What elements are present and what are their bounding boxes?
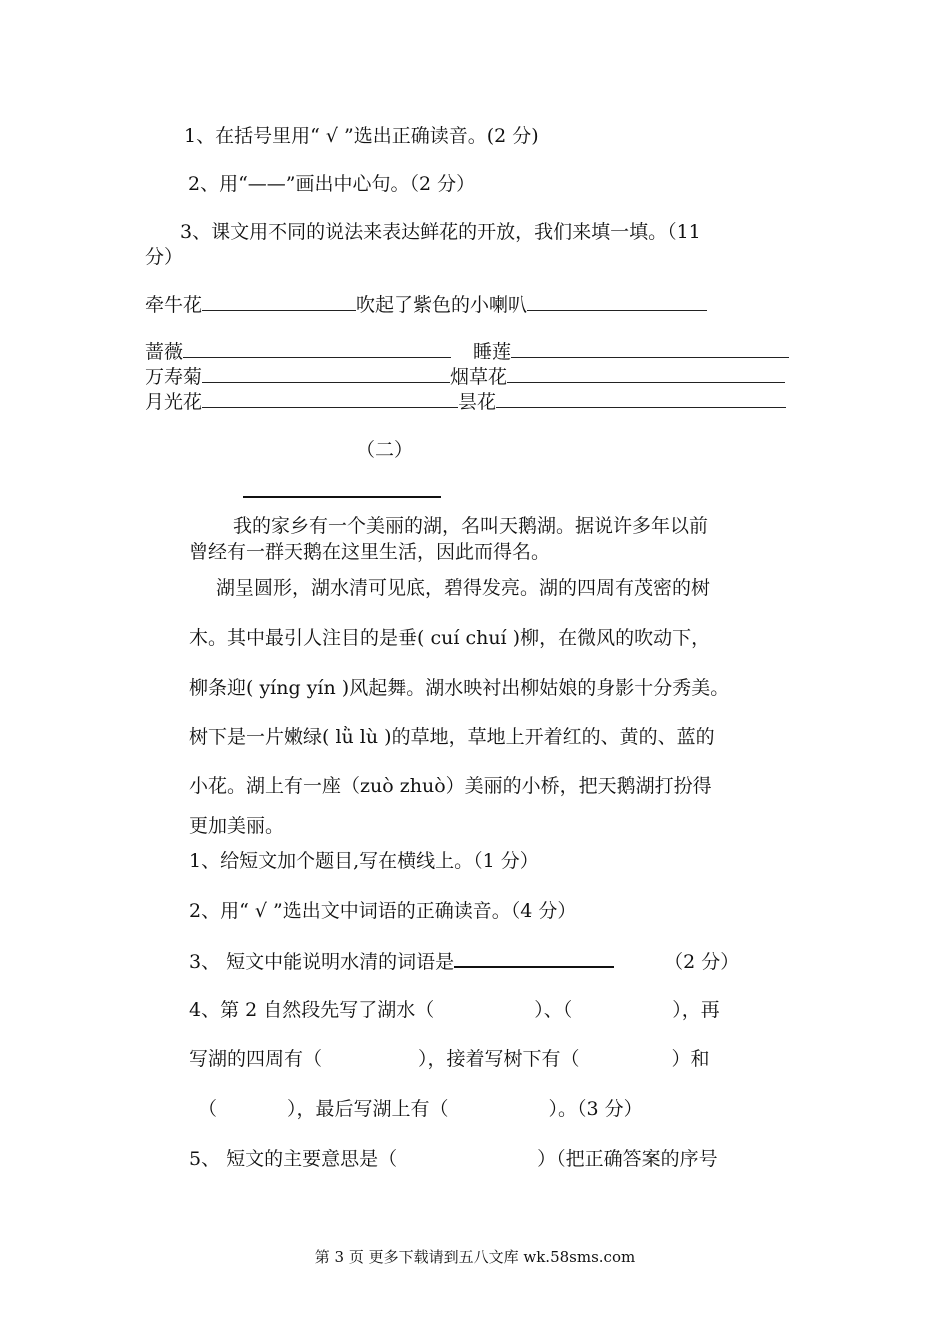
- flower-label: 蔷薇: [145, 341, 184, 363]
- passage-question-3: 3、 短文中能说明水清的词语是 （2 分）: [189, 948, 739, 974]
- flower-row-2: [145, 339, 789, 364]
- page-footer: 第 3 页 更多下载请到五八文库 wk.58sms.com: [314, 1248, 636, 1266]
- passage-line: 曾经有一群天鹅在这里生活，因此而得名。: [189, 541, 551, 563]
- title-blank-line[interactable]: [243, 496, 441, 498]
- answer-blank[interactable]: [527, 292, 707, 311]
- section-label: （二）: [356, 439, 414, 461]
- passage-line: 木。其中最引人注目的是垂( cuí chuí )柳，在微风的吹动下，: [189, 627, 711, 649]
- question-2: 2、用“——”画出中心句。（2 分）: [188, 173, 476, 195]
- answer-blank[interactable]: [202, 389, 458, 408]
- flower-row-4: [145, 389, 786, 414]
- answer-blank[interactable]: [202, 364, 450, 383]
- answer-blank[interactable]: [507, 364, 785, 383]
- flower-row-3: [145, 364, 785, 389]
- question-1: 1、在括号里用“ √ ”选出正确读音。(2 分): [184, 125, 539, 147]
- flower-row-1: [145, 292, 707, 317]
- passage-line: 更加美丽。: [189, 815, 285, 837]
- flower-label: 睡莲: [473, 341, 512, 363]
- answer-blank[interactable]: [202, 292, 356, 311]
- answer-blank[interactable]: [183, 339, 451, 358]
- flower-label: 牵牛花: [145, 294, 203, 316]
- passage-line: 湖呈圆形，湖水清可见底，碧得发亮。湖的四周有茂密的树: [216, 577, 711, 599]
- passage-line: 树下是一片嫩绿( lǜ lù )的草地，草地上开着红的、黄的、蓝的: [189, 726, 715, 748]
- flower-label: 昙花: [458, 391, 497, 413]
- answer-blank[interactable]: [496, 389, 786, 408]
- flower-label: 万寿菊: [145, 366, 203, 388]
- passage-question-4-end: （ ），最后写湖上有（ ）。（3 分）: [198, 1098, 643, 1120]
- question-3-cont: 分）: [145, 246, 184, 268]
- answer-blank[interactable]: [454, 948, 614, 968]
- flower-label: 烟草花: [450, 366, 508, 388]
- passage-question-5: 5、 短文的主要意思是（ ）（把正确答案的序号: [189, 1148, 718, 1170]
- question-3: 3、课文用不同的说法来表达鲜花的开放，我们来填一填。（11: [180, 221, 701, 243]
- passage-question-1: 1、给短文加个题目,写在横线上。（1 分）: [189, 850, 539, 872]
- passage-question-4-cont: 写湖的四周有（ ），接着写树下有（ ）和: [189, 1048, 710, 1070]
- flower-label: 月光花: [145, 391, 203, 413]
- passage-line: 柳条迎( yíng yín )风起舞。湖水映衬出柳姑娘的身影十分秀美。: [189, 677, 730, 699]
- passage-line: 我的家乡有一个美丽的湖，名叫天鹅湖。据说许多年以前: [233, 515, 709, 537]
- answer-blank[interactable]: [511, 339, 789, 358]
- flower-phrase: 吹起了紫色的小喇叭: [356, 294, 528, 316]
- passage-question-4: 4、第 2 自然段先写了湖水（ ）、（ ），再: [189, 999, 720, 1021]
- passage-question-2: 2、用“ √ ”选出文中词语的正确读音。（4 分）: [189, 900, 577, 922]
- passage-line: 小花。湖上有一座（zuò zhuò）美丽的小桥，把天鹅湖打扮得: [189, 775, 712, 797]
